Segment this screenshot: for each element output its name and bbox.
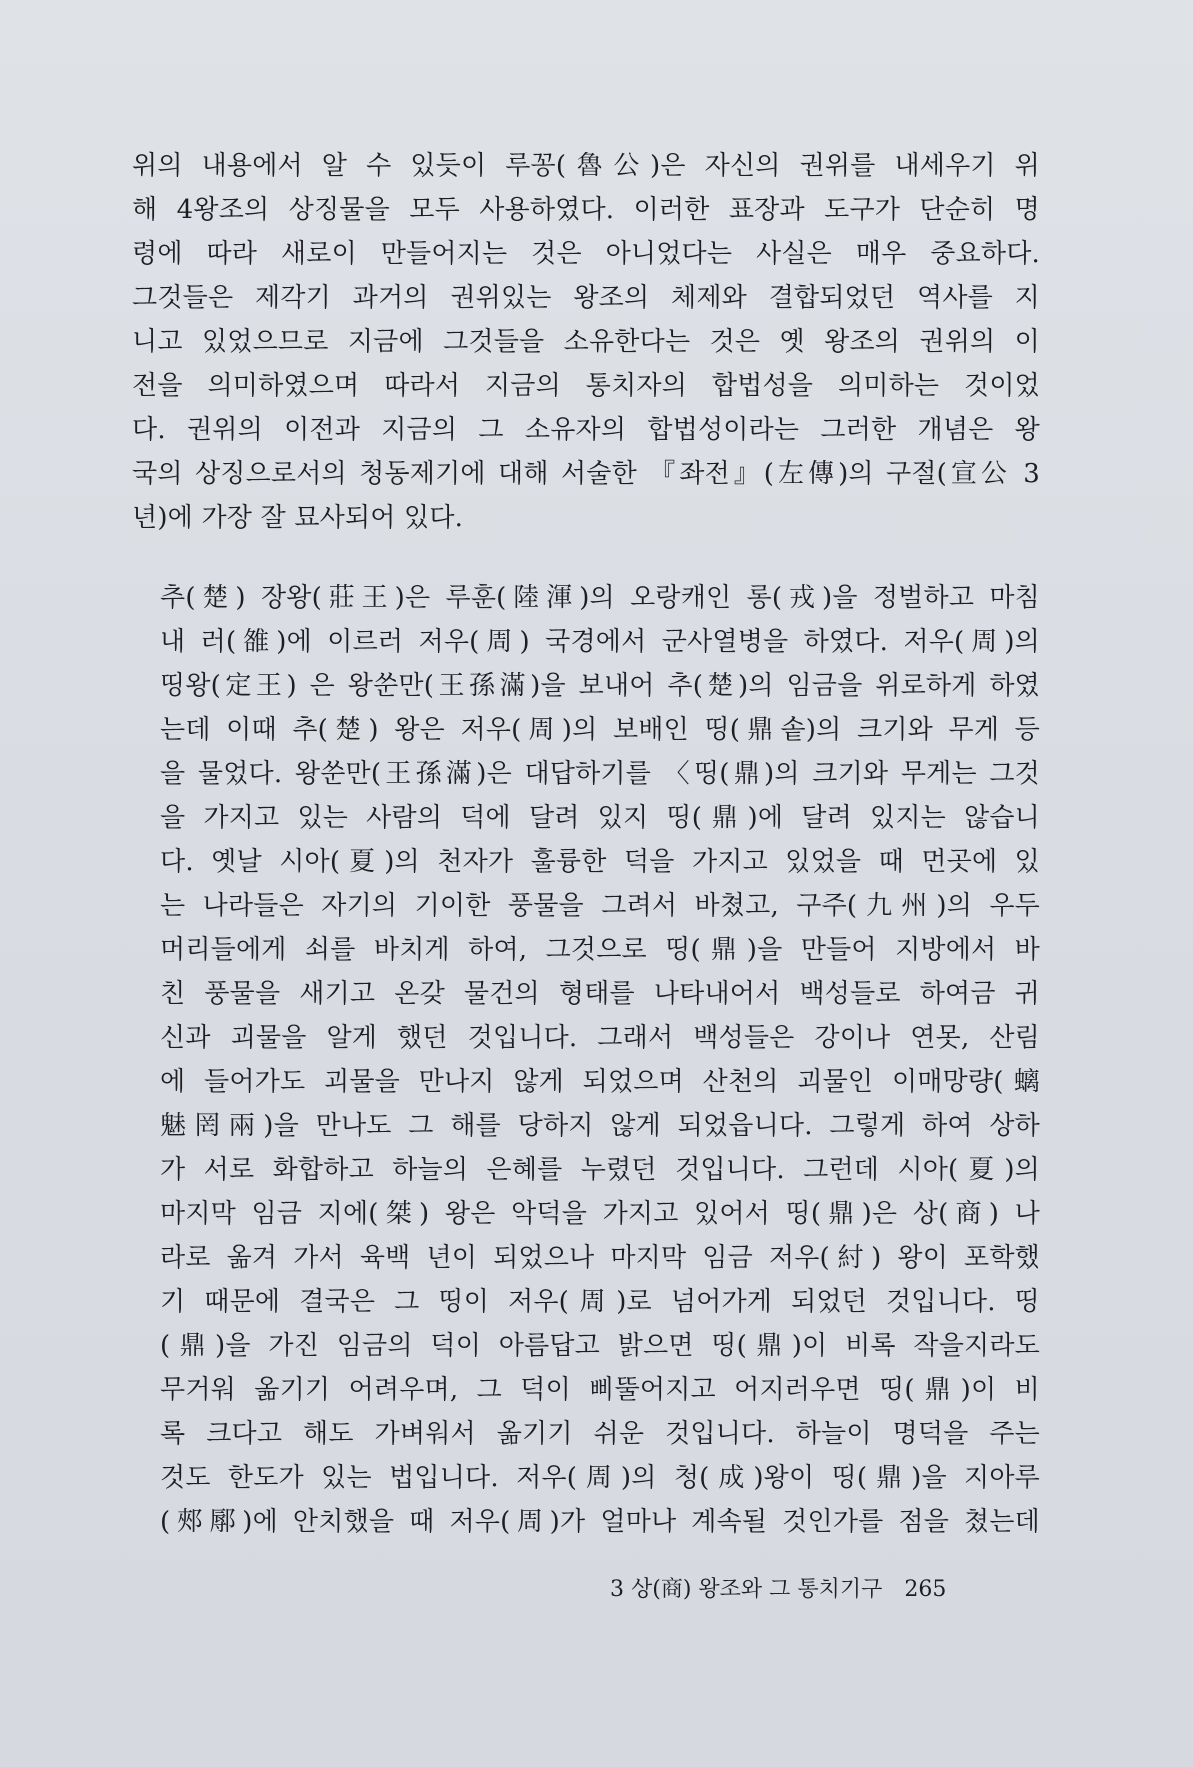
running-footer xyxy=(610,1572,1010,1608)
text-line: 니고 있었으므로 지금에 그것들을 소유한다는 것은 옛 왕조의 권위의 이 xyxy=(132,327,1040,357)
paragraph-intro xyxy=(132,144,1040,540)
quote-line: 을 가지고 있는 사람의 덕에 달려 있지 띵(鼎)에 달려 있지는 않습니 xyxy=(160,803,1040,833)
quote-line: 라로 옮겨 가서 육백 년이 되었으나 마지막 임금 저우(紂) 왕이 포학했 xyxy=(160,1243,1040,1273)
quote-line: 록 크다고 해도 가벼워서 옮기기 쉬운 것입니다. 하늘이 명덕을 주는 xyxy=(160,1419,1040,1449)
text-line: 다. 권위의 이전과 지금의 그 소유자의 합법성이라는 그러한 개념은 왕 xyxy=(132,415,1040,445)
quote-line: 다. 옛날 시아(夏)의 천자가 훌륭한 덕을 가지고 있었을 때 먼곳에 있 xyxy=(160,847,1040,877)
quote-line: 무거워 옮기기 어려우며, 그 덕이 삐뚤어지고 어지러우면 띵(鼎)이 비 xyxy=(160,1375,1040,1405)
text-line: 그것들은 제각기 과거의 권위있는 왕조의 체제와 결합되었던 역사를 지 xyxy=(132,283,1040,313)
quote-line: (郟鄏)에 안치했을 때 저우(周)가 얼마나 계속될 것인가를 점을 쳤는데 xyxy=(160,1507,1040,1537)
block-quote xyxy=(160,576,1040,1544)
quote-line: 기 때문에 결국은 그 띵이 저우(周)로 넘어가게 되었던 것입니다. 띵 xyxy=(160,1287,1040,1317)
quote-line: 는 나라들은 자기의 기이한 풍물을 그려서 바쳤고, 구주(九州)의 우두 xyxy=(160,891,1040,921)
quote-line: 내 러(雒)에 이르러 저우(周) 국경에서 군사열병을 하였다. 저우(周)의 xyxy=(160,627,1040,657)
quote-line: 것도 한도가 있는 법입니다. 저우(周)의 청(成)왕이 띵(鼎)을 지아루 xyxy=(160,1463,1040,1493)
text-line: 국의 상징으로서의 청동제기에 대해 서술한 『좌전』(左傳)의 구절(宣公 3 xyxy=(132,459,1040,489)
quote-line: 마지막 임금 지에(桀) 왕은 악덕을 가지고 있어서 띵(鼎)은 상(商) 나 xyxy=(160,1199,1040,1229)
text-line: 해 4왕조의 상징물을 모두 사용하였다. 이러한 표장과 도구가 단순히 명 xyxy=(132,195,1040,225)
quote-line: 에 들어가도 괴물을 만나지 않게 되었으며 산천의 괴물인 이매망량(螭 xyxy=(160,1067,1040,1097)
page-number: 265 xyxy=(904,1577,947,1602)
text-line: 령에 따라 새로이 만들어지는 것은 아니었다는 사실은 매우 중요하다. xyxy=(132,239,1040,269)
quote-line: 가 서로 화합하고 하늘의 은혜를 누렸던 것입니다. 그런데 시아(夏)의 xyxy=(160,1155,1040,1185)
quote-line: 는데 이때 추(楚) 왕은 저우(周)의 보배인 띵(鼎솥)의 크기와 무게 등 xyxy=(160,715,1040,745)
quote-line: 을 물었다. 왕쑨만(王孫滿)은 대답하기를 〈띵(鼎)의 크기와 무게는 그것 xyxy=(160,759,1040,789)
quote-line: 추(楚) 장왕(莊王)은 루훈(陸渾)의 오랑캐인 롱(戎)을 정벌하고 마침 xyxy=(160,583,1040,613)
quote-line: 魅罔兩)을 만나도 그 해를 당하지 않게 되었읍니다. 그렇게 하여 상하 xyxy=(160,1111,1040,1141)
quote-line: 머리들에게 쇠를 바치게 하여, 그것으로 띵(鼎)을 만들어 지방에서 바 xyxy=(160,935,1040,965)
chapter-title: 3 상(商) 왕조와 그 통치기구 xyxy=(610,1577,883,1602)
quote-line: (鼎)을 가진 임금의 덕이 아름답고 밝으면 띵(鼎)이 비록 작을지라도 xyxy=(160,1331,1040,1361)
text-line: 위의 내용에서 알 수 있듯이 루꽁(魯公)은 자신의 권위를 내세우기 위 xyxy=(132,151,1040,181)
quote-line: 신과 괴물을 알게 했던 것입니다. 그래서 백성들은 강이나 연못, 산림 xyxy=(160,1023,1040,1053)
quote-line: 친 풍물을 새기고 온갖 물건의 형태를 나타내어서 백성들로 하여금 귀 xyxy=(160,979,1040,1009)
text-line: 년)에 가장 잘 묘사되어 있다. xyxy=(132,503,464,533)
quote-line: 띵왕(定王) 은 왕쑨만(王孫滿)을 보내어 추(楚)의 임금을 위로하게 하였 xyxy=(160,671,1040,701)
text-line: 전을 의미하였으며 따라서 지금의 통치자의 합법성을 의미하는 것이었 xyxy=(132,371,1040,401)
